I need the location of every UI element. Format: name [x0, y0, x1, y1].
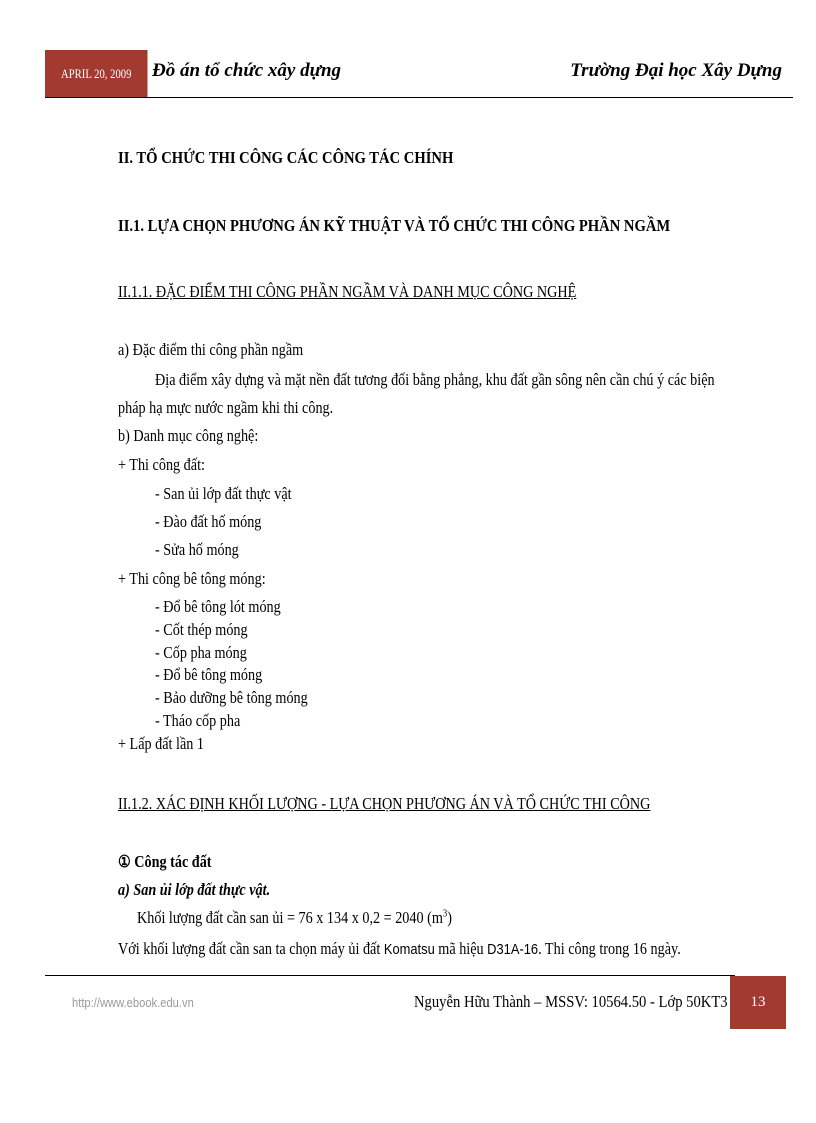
- volume-superscript: 3: [442, 908, 448, 920]
- page-number-badge: [730, 976, 786, 1029]
- group-backfill: + Lấp đất lần 1: [118, 734, 205, 753]
- volume-line: [137, 908, 452, 928]
- list-item: - Đổ bê tông lót móng: [155, 597, 281, 616]
- list-item: - Đổ bê tông móng: [155, 665, 263, 684]
- part-a-paragraph-line1: Địa điểm xây dựng và mặt nền đất tương đối bằng phẳng, khu đất gần sông nên cần chú ý các biện: [155, 370, 715, 389]
- work-a-heading: a) San ủi lớp đất thực vật.: [118, 880, 271, 899]
- header-school: Trường Đại học Xây Dựng: [570, 60, 782, 81]
- list-item: - Bảo dưỡng bê tông móng: [155, 688, 308, 707]
- volume-text: Khối lượng đất cần san ủi = 76 x 134 x 0,2 = 2040 (m: [137, 908, 443, 927]
- footer-url-link[interactable]: http://www.ebook.edu.vn: [72, 995, 194, 1010]
- group-concrete: + Thi công bê tông móng:: [118, 569, 266, 588]
- machine-brand: Komatsu: [383, 941, 435, 958]
- list-item: - Tháo cốp pha: [155, 711, 241, 730]
- group-earthwork: + Thi công đất:: [118, 455, 205, 474]
- machine-line: [118, 939, 681, 959]
- list-item: - Sửa hố móng: [155, 540, 239, 559]
- machine-code: D31A-16: [487, 941, 539, 958]
- list-item: - Cốt thép móng: [155, 620, 248, 639]
- machine-post: . Thi công trong 16 ngày.: [538, 939, 681, 958]
- header-date: APRIL 20, 2009: [61, 65, 132, 81]
- list-item: - Đào đất hố móng: [155, 512, 262, 531]
- part-b-heading: b) Danh mục công nghệ:: [118, 426, 259, 445]
- sub-heading-1: II.1.1. ĐẶC ĐIỂM THI CÔNG PHẦN NGẦM VÀ DANH MỤC CÔNG NGHỆ: [118, 282, 577, 301]
- machine-pre: Với khối lượng đất cần san ta chọn máy ủi đất: [118, 939, 384, 958]
- list-item: - Cốp pha móng: [155, 643, 247, 662]
- header-doc-title: Đồ án tổ chức xây dựng: [152, 60, 342, 81]
- machine-mid: mã hiệu: [434, 939, 488, 958]
- page-number: 13: [750, 994, 766, 1010]
- footer-author: Nguyễn Hữu Thành – MSSV: 10564.50 - Lớp 50KT3: [414, 992, 728, 1011]
- volume-close: ): [447, 908, 452, 927]
- work-title: ① Công tác đất: [118, 852, 212, 871]
- subsection-heading: II.1. LỰA CHỌN PHƯƠNG ÁN KỸ THUẬT VÀ TỔ CHỨC THI CÔNG PHẦN NGẦM: [118, 216, 671, 235]
- part-a-paragraph-line2: pháp hạ mực nước ngầm khi thi công.: [118, 398, 334, 417]
- part-a-heading: a) Đặc điểm thi công phần ngầm: [118, 340, 304, 359]
- footer-divider: [45, 975, 735, 976]
- section-heading: II. TỔ CHỨC THI CÔNG CÁC CÔNG TÁC CHÍNH: [118, 148, 454, 167]
- list-item: - San ủi lớp đất thực vật: [155, 484, 292, 503]
- header-date-badge: [45, 50, 148, 97]
- header-divider: [45, 97, 793, 98]
- sub-heading-2: II.1.2. XÁC ĐỊNH KHỐI LƯỢNG - LỰA CHỌN PHƯƠNG ÁN VÀ TỔ CHỨC THI CÔNG: [118, 794, 651, 813]
